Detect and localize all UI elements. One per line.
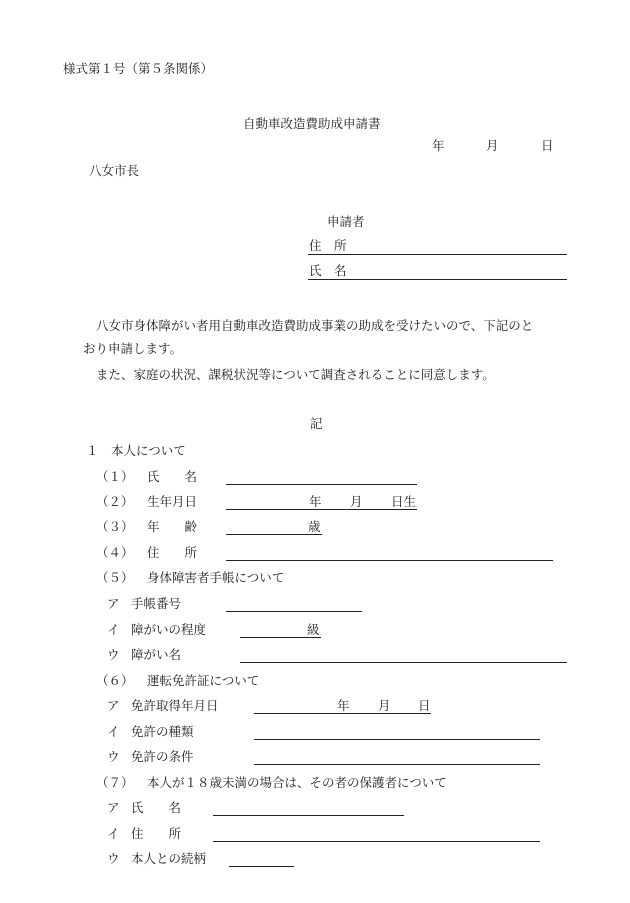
date-day-label: 日 [541, 138, 554, 153]
item-7i-kana: イ [107, 826, 120, 841]
applicant-heading: 申請者 [327, 214, 365, 229]
address-field[interactable] [226, 560, 553, 561]
item-7u-label: 本人との続柄 [131, 851, 207, 866]
item-5a-kana: ア [107, 596, 120, 611]
guardian-name-field[interactable] [213, 815, 404, 816]
form-number: 様式第１号（第５条関係） [63, 61, 214, 76]
item-6u-kana: ウ [107, 749, 120, 764]
item-7-number: （７） [96, 775, 134, 790]
item-1-number: （１） [96, 469, 134, 484]
grade-unit: 級 [307, 622, 320, 637]
item-6i-kana: イ [107, 724, 120, 739]
item-5-label: 身体障害者手帳について [147, 570, 285, 585]
relationship-field[interactable] [229, 866, 294, 867]
date-month-label: 月 [486, 138, 499, 153]
item-6a-label: 免許取得年月日 [131, 698, 219, 713]
birth-year-unit: 年 [309, 494, 322, 509]
item-1-label: 氏 名 [147, 469, 198, 484]
item-7a-kana: ア [107, 800, 120, 815]
item-6-label: 運転免許証について [147, 673, 260, 688]
name-field[interactable] [226, 484, 417, 485]
item-7a-label: 氏 名 [131, 800, 182, 815]
item-3-label: 年 齢 [147, 519, 198, 534]
item-2-label: 生年月日 [147, 494, 198, 509]
applicant-name-label: 氏 名 [309, 263, 347, 278]
item-5a-label: 手帳番号 [131, 596, 182, 611]
item-3-number: （３） [96, 519, 134, 534]
license-day-unit: 日 [418, 698, 431, 713]
item-5i-label: 障がいの程度 [131, 622, 207, 637]
addressee: 八女市長 [89, 163, 140, 178]
handbook-number-field[interactable] [226, 611, 362, 612]
age-unit: 歳 [308, 519, 321, 534]
applicant-address-field[interactable] [308, 254, 567, 255]
body-line-2: おり申請します。 [83, 341, 183, 356]
item-6-number: （６） [96, 673, 134, 688]
body-line-1: 八女市身体障がい者用自動車改造費助成事業の助成を受けたいので、下記のと [96, 318, 534, 333]
applicant-name-field[interactable] [308, 279, 567, 280]
item-4-label: 住 所 [147, 545, 198, 560]
license-type-field[interactable] [254, 739, 540, 740]
item-5-number: （５） [96, 570, 134, 585]
item-5u-label: 障がい名 [131, 647, 182, 662]
item-5u-kana: ウ [107, 647, 120, 662]
date-year-label: 年 [432, 138, 445, 153]
license-year-unit: 年 [337, 698, 350, 713]
item-6i-label: 免許の種類 [131, 724, 194, 739]
item-5i-kana: イ [107, 622, 120, 637]
disability-name-field[interactable] [240, 662, 567, 663]
item-7u-kana: ウ [107, 851, 120, 866]
item-7i-label: 住 所 [131, 826, 182, 841]
item-7-label: 本人が１８歳未満の場合は、その者の保護者について [147, 775, 447, 790]
birth-day-unit: 日生 [391, 494, 417, 509]
item-2-number: （２） [96, 494, 134, 509]
guardian-address-field[interactable] [213, 841, 540, 842]
item-6u-label: 免許の条件 [131, 749, 194, 764]
section-1-title: １ 本人について [86, 443, 186, 458]
item-4-number: （４） [96, 545, 134, 560]
applicant-address-label: 住 所 [309, 238, 347, 253]
document-title: 自動車改造費助成申請書 [243, 116, 381, 131]
license-condition-field[interactable] [254, 764, 540, 765]
license-month-unit: 月 [378, 698, 391, 713]
item-6a-kana: ア [107, 698, 120, 713]
body-line-3: また、家庭の状況、課税状況等について調査されることに同意します。 [96, 367, 495, 382]
birth-month-unit: 月 [350, 494, 363, 509]
ki-marker: 記 [310, 416, 323, 431]
